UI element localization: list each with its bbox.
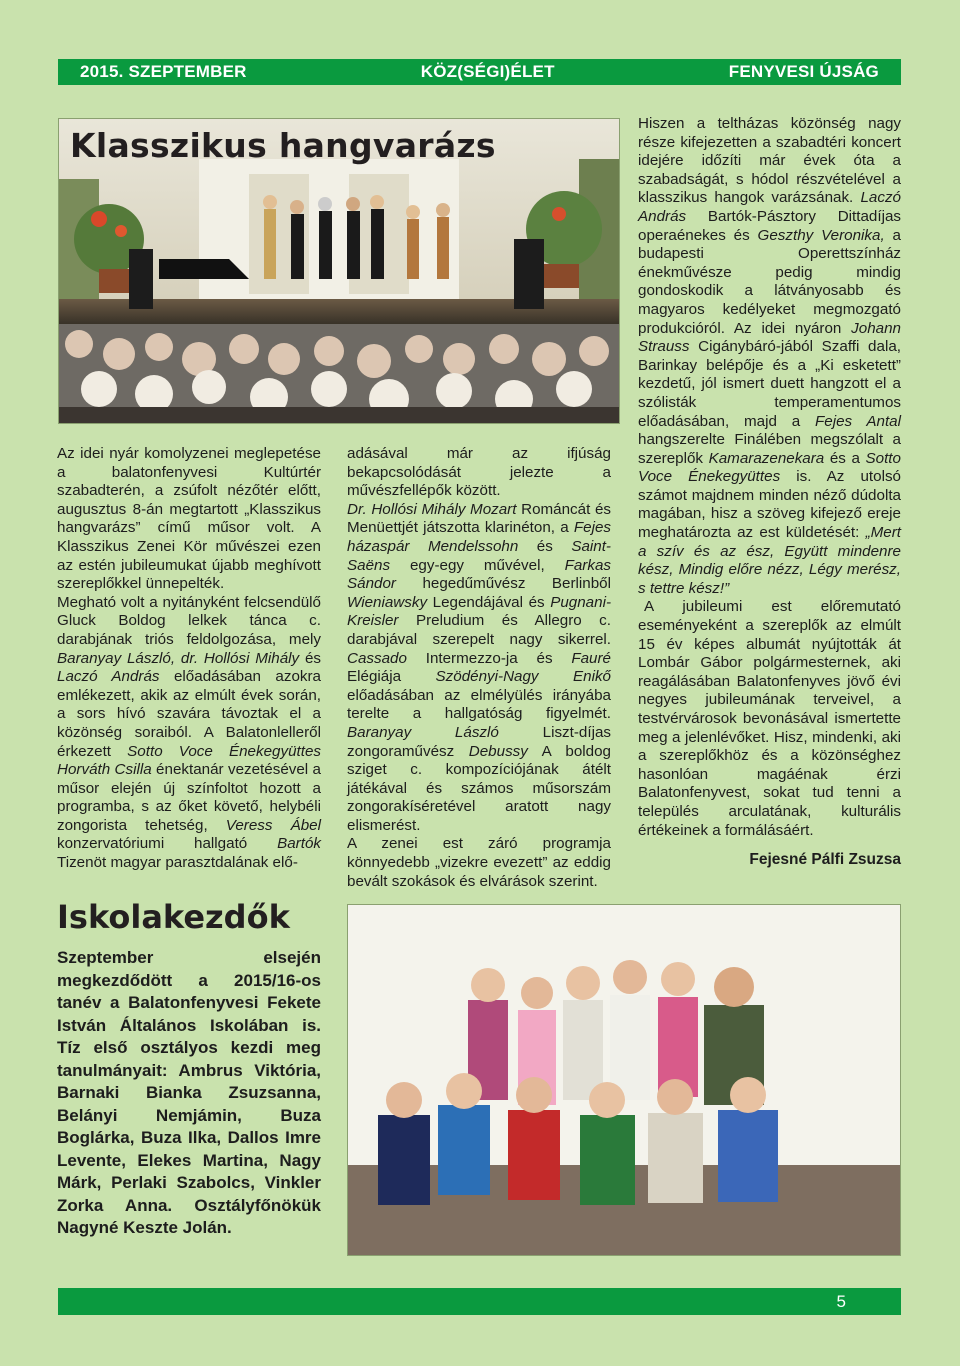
page-header-bar [58,59,901,85]
paragraph: adásával már az ifjúság bekapcsolódását jelezte a művészfellépők között. [347,445,611,500]
paragraph: A jubileumi est előremutató eseményeként a szereplők az elmúlt 15 év képes albumát nyújtották át Lombár Gábor polgármesternek, aki reagálásában Balatonfenyves jövő évi negyes jubileumának terveivel, a testvérvárosok bevonásával ismertette meg a jelenlévőket. Hisz, mindenki, aki a szereplőkhöz és a közönséghez hasonlóan magáénak érzi Balatonfenyvest, sokat tud tenni a település arculatának, kulturális értékeinek a formálásáért. [638,598,901,839]
article-column-3 [638,115,901,840]
page-number: 5 [836,1291,846,1311]
paragraph: Dr. Hollósi Mihály Mozart Románcát és Menüettjét játszotta klarinéton, a Fejes házaspár Mendelssohn és Saint-Saëns egy-egy művével, Farkas Sándor hegedűművész Berlinből Wieniawsky Legendájával és Pugnani-Kreisler Preludium és Allegro c. darabjával szerepelt nagy sikerrel. Cassado Intermezzo-ja és Fauré Elégiája Szödényi-Nagy Enikő előadásában az elmélyülés irányába terelte a hallgatóság figyelmét. Baranyay László Liszt-díjas zongoraművész Debussy A boldog sziget c. kompozíciójának átélt játékával és számos műsorszám zongorakíséretével aratott nagy elismerést. [347,500,612,834]
article-column-2 [347,445,611,891]
article-title-school: Iskolakezdők [57,898,290,936]
school-article-text: Szeptember elsején megkezdődött a 2015/16-os tanév a Balatonfenyvesi Fekete István Általános Iskolában is. Tíz első osztályos kezdi meg tanulmányait: Ambrus Viktória, Barnaki Bianka Zsuzsanna, Belányi Nemjámin, Buza Boglárka, Buza Ilka, Dallos Imre Levente, Elekes Martina, Nagy Márk, Perlaki Szabolcs, Vinkler Zorka Anna. Osztályfőnökük Nagyné Keszte Jolán. [57,948,321,1237]
paragraph: Megható volt a nyitányként felcsendülő Gluck Boldog lelkek tánca c. darabjának triós feldolgozása, mely Baranyay László, dr. Hollósi Mihály és Laczó András előadásában azokra emlékezett, akik az elmúlt évek során, a sors hívó szavára távoztak el a közönség soraiból. A Balatonlelleről érkezett Sotto Voce Énekegyüttes Horváth Csilla énektanár vezetésével a műsor elején új színfoltot hozott a programba, s az őket követő, helybéli zongorista tehetség, Veress Ábel konzervatóriumi hallgató Bartók Tizenöt magyar parasztdalának elő- [57,593,322,872]
author-signature: Fejesné Pálfi Zsuzsa [749,851,901,868]
paragraph: Az idei nyár komolyzenei meglepetése a balatonfenyvesi Kultúrtér szabadterén, a zsúfolt nézőtér előtt, augusztus 8-án megtartott „Klasszikus hangvarázs” című műsor volt. A Klasszikus Zenei Kör művészei ezen az estén jubileumukat újabb meghívott szereplőkkel ünnepelték. [57,445,321,593]
header-publication: FENYVESI ÚJSÁG [728,62,879,81]
paragraph: A zenei est záró programja könnyedebb „vizekre evezett” az eddig bevált szokások és elvárások szerint. [347,835,611,890]
header-section: KÖZ(SÉGI)ÉLET [420,62,555,81]
paragraph: Hiszen a teltházas közönség nagy része kifejezetten a szabadtéri koncert idejére időzíti már évek óta a szabadságát, s hódol részvételével a klasszikus hangok varázsának. Laczó András Bartók-Pásztory Dittadíjas operaénekes és Geszthy Veronika, a budapesti Operettszínház énekművésze pedig mindig gondoskodik a látványosabb és magyaros kedélyeket megmozgató produkcióról. Az idei nyáron Johann Strauss Cigánybáró-jából Szaffi dala, Barinkay belépője és a „Ki esketett” kezdetű, jól ismert duett hangzott el a szólisták temperamentumos előadásában, majd a Fejes Antal hangszerelte Finálében megszólalt a szereplők Kamarazenekara és a Sotto Voce Énekegyüttes is. Az utolsó számot majdnem minden néző dúdolta magában, hisz a szöveg kifejező ereje meghatározta az est küldetését: „Mert a szív és az ész, Együtt mindenre kész, Mindig előre nézz, Légy merész, s tettre kész!” [638,115,901,597]
first-graders-photo [347,904,901,1256]
page-footer-bar [58,1288,901,1315]
article-title-classical: Klasszikus hangvarázs [70,126,496,165]
header-date: 2015. SZEPTEMBER [80,62,247,81]
article-column-1 [57,445,321,873]
